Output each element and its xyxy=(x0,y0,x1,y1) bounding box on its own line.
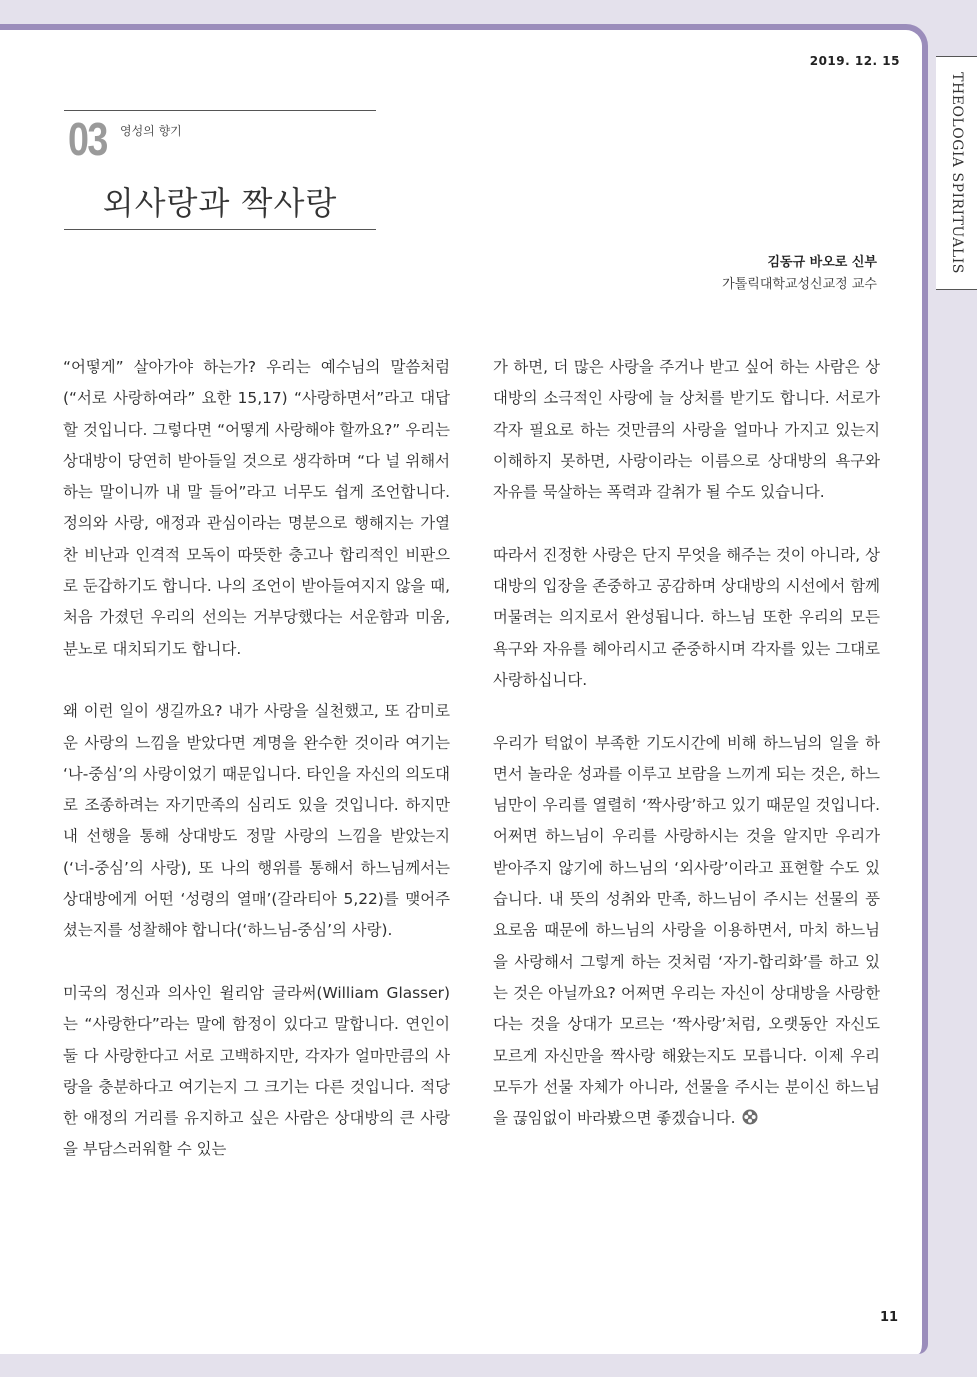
article-column-left xyxy=(63,352,450,1197)
author-block xyxy=(722,252,877,296)
title-top-rule xyxy=(64,110,376,111)
section-label: 영성의 향기 xyxy=(120,124,182,138)
paragraph: 따라서 진정한 사랑은 단지 무엇을 해주는 것이 아니라, 상대방의 입장을 존중하고 공감하며 상대방의 시선에서 함께 머물려는 의지로서 완성됩니다. 하느님 또한 우리의 모든 욕구와 자유를 헤아리시고 준중하시며 각자를 있는 그대로 사랑하십니다. xyxy=(493,545,880,689)
issue-date: 2019. 12. 15 xyxy=(809,54,900,68)
journal-name: THEOLOGIA SPIRITUALIS xyxy=(948,72,965,274)
journal-side-tab xyxy=(936,56,977,290)
title-bottom-rule xyxy=(64,229,376,230)
author-role: 가톨릭대학교성신교정 교수 xyxy=(722,277,877,292)
author-name: 김동규 바오로 신부 xyxy=(767,255,877,270)
paragraph-text: 우리가 턱없이 부족한 기도시간에 비해 하느님의 일을 하면서 놀라운 성과를 이루고 보람을 느끼게 되는 것은, 하느님만이 우리를 열렬히 ‘짝사랑’하고 있기 때문일 것입니다. 어쩌면 하느님이 우리를 사랑하시는 것을 알지만 우리가 받아주지 않기에 하느님의 ‘외사랑’이라고 표현할 수도 있습니다. 내 뜻의 성취와 만족, 하느님이 주시는 선물의 풍요로움 때문에 하느님의 사랑을 이용하면서, 마치 하느님을 사랑해서 그렇게 하는 것처럼 ‘자기-합리화’를 하고 있는 것은 아닐까요? 어쩌면 우리는 자신이 상대방을 사랑한다는 것을 상대가 모르는 ‘짝사랑’처럼, 오랫동안 자신도 모르게 자신만을 짝사랑 해왔는지도 모릅니다. 이제 우리 모두가 선물 자체가 아니라, 선물을 주시는 분이신 하느님을 끊임없이 바라봤으면 좋겠습니다. xyxy=(493,733,880,1128)
page-number: 11 xyxy=(880,1310,899,1325)
paragraph: “어떻게” 살아가야 하는가? 우리는 예수님의 말씀처럼(“서로 사랑하여라” 요한 15,17) “사랑하면서”라고 대답할 것입니다. 그렇다면 “어떻게 사랑해야 할까요?” 우리는 상대방이 당연히 받아들일 것으로 생각하며 “다 널 위해서 하는 말이니까 내 말 들어”라고 너무도 쉽게 조언합니다. 정의와 사랑, 애정과 관심이라는 명분으로 행해지는 가열찬 비난과 인격적 모독이 따뜻한 충고나 합리적인 비판으로 둔갑하기도 합니다. 나의 조언이 받아들여지지 않을 때, 처음 가졌던 우리의 선의는 거부당했다는 서운함과 미움, 분노로 대치되기도 합니다. xyxy=(63,358,450,658)
article-title: 외사랑과 짝사랑 xyxy=(102,184,338,222)
flower-end-mark-icon xyxy=(742,1105,758,1121)
paragraph: 가 하면, 더 많은 사랑을 주거나 받고 싶어 하는 사람은 상대방의 소극적인 사랑에 늘 상처를 받기도 합니다. 서로가 각자 필요로 하는 것만큼의 사랑을 얼마나 가지고 있는지 이해하지 못하면, 사랑이라는 이름으로 상대방의 욕구와 자유를 묵살하는 폭력과 갈취가 될 수도 있습니다. xyxy=(493,358,880,502)
article-column-right xyxy=(493,352,880,1166)
paragraph: 왜 이런 일이 생길까요? 내가 사랑을 실천했고, 또 감미로운 사랑의 느낌을 받았다면 계명을 완수한 것이라 여기는 ‘나-중심’의 사랑이었기 때문입니다. 타인을 자신의 의도대로 조종하려는 자기만족의 심리도 있을 것입니다. 하지만 내 선행을 통해 상대방도 정말 사랑의 느낌을 받았는지(‘너-중심’의 사랑), 또 나의 행위를 통해서 하느님께서는 상대방에게 어떤 ‘성령의 열매’(갈라티아 5,22)를 맺어주셨는지를 성찰해야 합니다(‘하느님-중심’의 사랑). xyxy=(63,702,450,940)
section-number: 03 xyxy=(68,113,107,165)
paragraph-last xyxy=(493,728,880,1135)
paragraph: 미국의 정신과 의사인 윌리암 글라써(William Glasser)는 “사랑한다”라는 말에 함정이 있다고 말합니다. 연인이 둘 다 사랑한다고 서로 고백하지만, 각자가 얼마만큼의 사랑을 충분하다고 여기는지 그 크기는 다른 것입니다. 적당한 애정의 거리를 유지하고 싶은 사람은 상대방의 큰 사랑을 부담스러워할 수 있는 xyxy=(63,983,450,1159)
